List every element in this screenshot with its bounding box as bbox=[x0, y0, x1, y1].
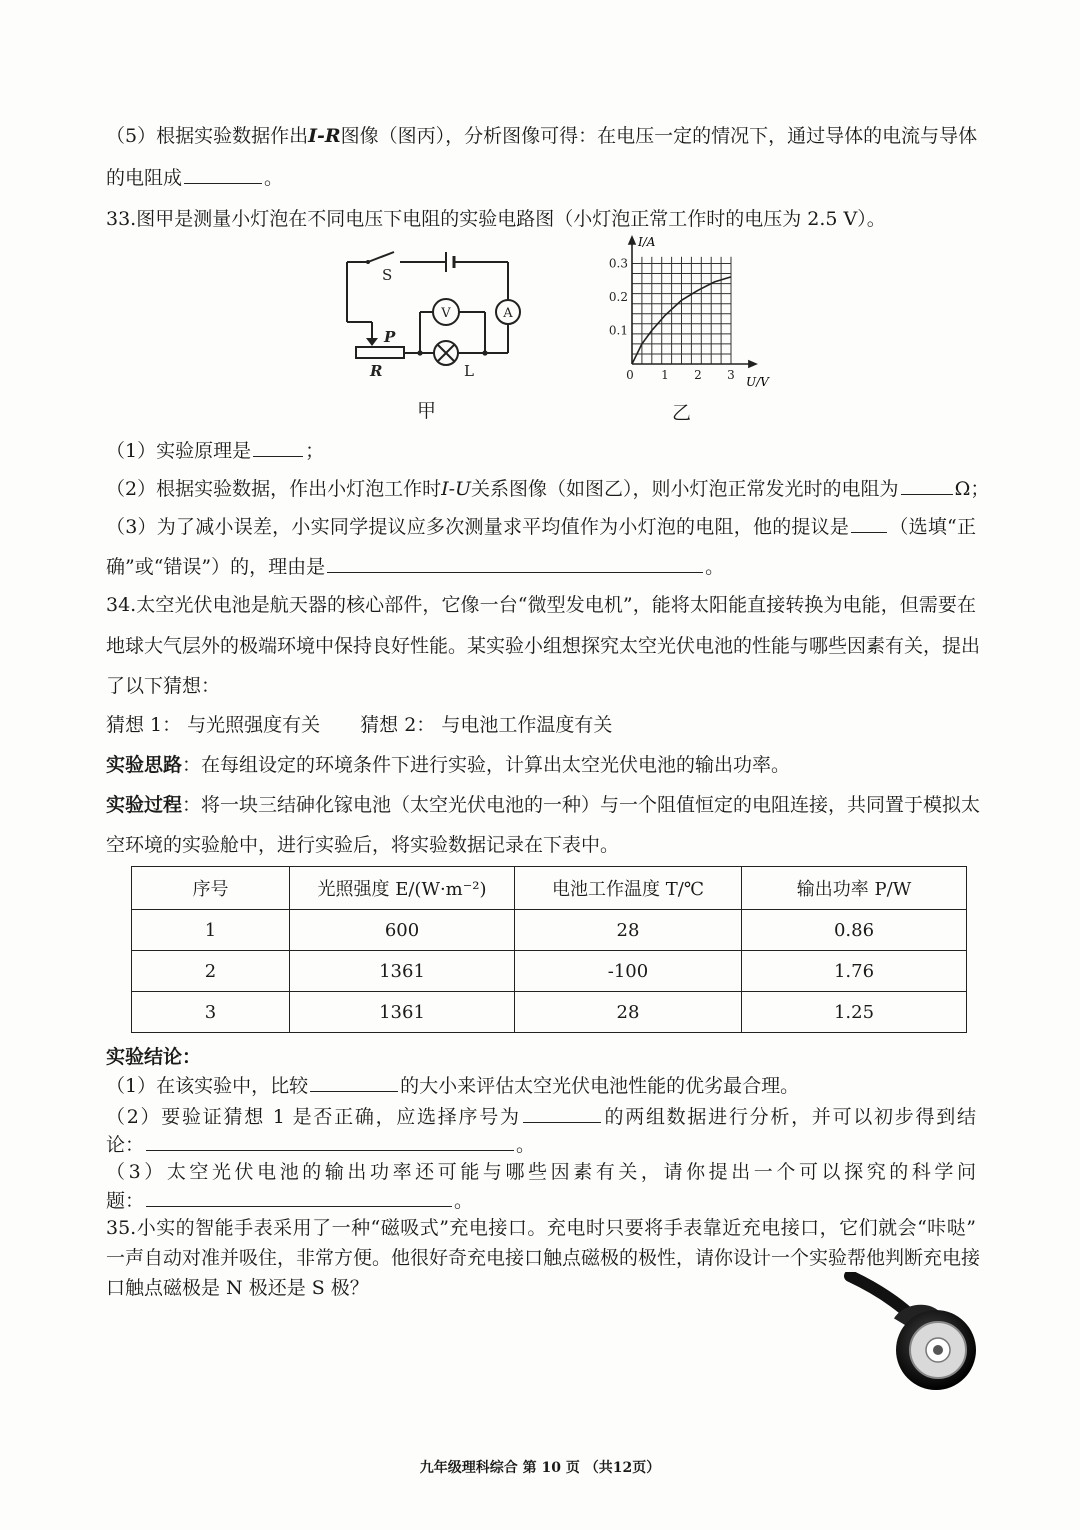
table-cell: -100 bbox=[515, 951, 742, 992]
q33-item2 bbox=[106, 474, 990, 503]
punct: Ω； bbox=[954, 478, 990, 500]
q32-item5-text-a: （5）根据实验数据作出 bbox=[106, 125, 309, 147]
graph-caption: 乙 bbox=[672, 402, 692, 424]
q32-ir-label: I-R bbox=[308, 125, 341, 147]
q33-item3-text-c: 确”或“错误”）的，理由是 bbox=[106, 556, 326, 578]
q35-line3: 口触点磁极是 N 极还是 S 极？ bbox=[106, 1277, 369, 1299]
circuit-diagram bbox=[330, 240, 540, 390]
magnetic-charger-photo bbox=[840, 1272, 980, 1402]
switch-label: S bbox=[382, 266, 393, 284]
table-cell: 1361 bbox=[290, 951, 515, 992]
q33-item1-text: （1）实验原理是 bbox=[106, 440, 252, 462]
answer-blank[interactable] bbox=[184, 163, 262, 184]
conclusion-3-line2 bbox=[106, 1186, 976, 1215]
x-axis-label: U/V bbox=[746, 375, 769, 389]
answer-blank[interactable] bbox=[851, 512, 887, 533]
q33-item2-text-b: 关系图像（如图乙），则小灯泡正常发光时的电阻为 bbox=[471, 478, 899, 500]
x-tick-label: 0 bbox=[626, 368, 634, 382]
guess-1: 猜想 1： 与光照强度有关 bbox=[106, 714, 321, 736]
table-cell: 1361 bbox=[290, 992, 515, 1033]
page-footer: 九年级理科综合 第 10 页 （共12页） bbox=[419, 1460, 661, 1476]
y-tick-label: 0.3 bbox=[608, 256, 628, 271]
table-row bbox=[132, 992, 967, 1033]
table-header-row bbox=[132, 867, 967, 910]
answer-blank[interactable] bbox=[901, 474, 953, 495]
slider-arrow bbox=[366, 338, 378, 346]
charger-contact bbox=[933, 1345, 943, 1355]
header-cell: 光照强度 E/(W·m⁻²) bbox=[290, 867, 515, 910]
q33-item3-text-b: （选填“正 bbox=[889, 516, 976, 538]
q32-item5-text-c: 的电阻成 bbox=[106, 167, 183, 189]
header-cell: 序号 bbox=[132, 867, 290, 910]
conclusion-2-line1 bbox=[106, 1102, 976, 1131]
q34-process-2: 空环境的实验舱中，进行实验后，将实验数据记录在下表中。 bbox=[106, 834, 620, 856]
conclusion-2-line2 bbox=[106, 1130, 976, 1159]
lamp-label: L bbox=[464, 362, 474, 380]
y-tick-label: 0.2 bbox=[608, 290, 628, 304]
punct: 。 bbox=[264, 167, 284, 189]
c1-text-b: 的大小来评估太空光伏电池性能的优劣最合理。 bbox=[400, 1075, 800, 1097]
x-axis-arrow bbox=[749, 361, 756, 367]
c2-text-c: 论： bbox=[106, 1134, 145, 1156]
table-cell: 600 bbox=[290, 910, 515, 951]
table-cell: 28 bbox=[515, 992, 742, 1033]
answer-blank[interactable] bbox=[253, 436, 303, 457]
x-tick-label: 2 bbox=[694, 368, 702, 382]
answer-blank[interactable] bbox=[146, 1130, 514, 1151]
ammeter-label: A bbox=[503, 306, 513, 321]
iu-graph bbox=[600, 232, 780, 392]
answer-blank[interactable] bbox=[146, 1186, 452, 1207]
circuit-caption: 甲 bbox=[417, 400, 437, 422]
conclusion-1 bbox=[106, 1071, 976, 1100]
table-cell: 3 bbox=[132, 992, 290, 1033]
idea-text: ：在每组设定的环境条件下进行实验，计算出太空光伏电池的输出功率。 bbox=[182, 754, 791, 776]
guess-2: 猜想 2： 与电池工作温度有关 bbox=[360, 714, 613, 736]
answer-blank[interactable] bbox=[327, 552, 703, 573]
table-cell: 1 bbox=[132, 910, 290, 951]
q33-item1 bbox=[106, 436, 976, 465]
q35-line1: 35.小实的智能手表采用了一种“磁吸式”充电接口。充电时只要将手表靠近充电接口，它们就会“咔哒” bbox=[106, 1217, 976, 1239]
q33-item3-line1 bbox=[106, 512, 976, 541]
table-cell: 1.25 bbox=[742, 992, 967, 1033]
c2-text-a: （2）要验证猜想 1 是否正确，应选择序号为 bbox=[106, 1106, 521, 1128]
q34-intro-1: 34.太空光伏电池是航天器的核心部件，它像一台“微型发电机”，能将太阳能直接转换为电能，但需要在 bbox=[106, 594, 976, 616]
q35-line2: 一声自动对准并吸住，非常方便。他很好奇充电接口触点磁极的极性，请你设计一个实验帮他判断充电接 bbox=[106, 1247, 981, 1269]
switch-blade bbox=[368, 252, 394, 262]
table-cell: 1.76 bbox=[742, 951, 967, 992]
c1-text-a: （1）在该实验中，比较 bbox=[106, 1075, 309, 1097]
q32-item5-text-b: 图像（图丙），分析图像可得：在电压一定的情况下，通过导体的电流与导体 bbox=[340, 125, 978, 147]
answer-blank[interactable] bbox=[523, 1102, 601, 1123]
header-cell: 输出功率 P/W bbox=[742, 867, 967, 910]
c2-text-b: 的两组数据进行分析，并可以初步得到结 bbox=[602, 1106, 976, 1128]
table-cell: 28 bbox=[515, 910, 742, 951]
x-tick-label: 3 bbox=[727, 368, 735, 382]
idea-label: 实验思路 bbox=[106, 754, 183, 776]
q32-item5-line2 bbox=[106, 163, 976, 192]
punct: 。 bbox=[516, 1134, 536, 1156]
process-text-1: ：将一块三结砷化镓电池（太空光伏电池的一种）与一个阻值恒定的电阻连接，共同置于模拟太 bbox=[182, 794, 981, 816]
table-cell: 2 bbox=[132, 951, 290, 992]
y-axis-label: I/A bbox=[638, 235, 656, 249]
conclusion-label bbox=[106, 1043, 976, 1071]
process-label: 实验过程 bbox=[106, 794, 183, 816]
q34-intro-3: 了以下猜想： bbox=[106, 675, 221, 697]
data-table bbox=[131, 866, 967, 1033]
c3-text-b: 题： bbox=[106, 1190, 145, 1212]
q34-guesses bbox=[106, 711, 976, 739]
table-row bbox=[132, 910, 967, 951]
q34-idea bbox=[106, 751, 976, 779]
x-tick-label: 1 bbox=[661, 368, 669, 382]
y-tick-label: 0.1 bbox=[608, 323, 628, 338]
rheostat-label: R bbox=[370, 362, 383, 380]
q34-intro-2: 地球大气层外的极端环境中保持良好性能。某实验小组想探究太空光伏电池的性能与哪些因素有关，提出 bbox=[106, 635, 981, 657]
answer-blank[interactable] bbox=[310, 1071, 398, 1092]
q33-iu-label: I-U bbox=[441, 478, 472, 500]
header-cell: 电池工作温度 T/℃ bbox=[515, 867, 742, 910]
q33-item3-text-a: （3）为了减小误差，小实同学提议应多次测量求平均值作为小灯泡的电阻，他的提议是 bbox=[106, 516, 850, 538]
voltmeter-label: V bbox=[441, 306, 451, 321]
q33-intro: 33.图甲是测量小灯泡在不同电压下电阻的实验电路图（小灯泡正常工作时的电压为 2.5 V）。 bbox=[106, 208, 886, 230]
q32-item5-line1 bbox=[106, 122, 976, 150]
conclusion-3-line1: （3）太空光伏电池的输出功率还可能与哪些因素有关，请你提出一个可以探究的科学问 bbox=[106, 1161, 976, 1183]
conclusion-label-text: 实验结论： bbox=[106, 1046, 202, 1068]
q33-item2-text-a: （2）根据实验数据，作出小灯泡工作时 bbox=[106, 478, 442, 500]
q33-item3-line2 bbox=[106, 552, 976, 581]
slider-label: P bbox=[384, 328, 396, 346]
q34-process-1 bbox=[106, 791, 981, 819]
punct: 。 bbox=[454, 1190, 474, 1212]
table-cell: 0.86 bbox=[742, 910, 967, 951]
punct: 。 bbox=[705, 556, 725, 578]
table-row bbox=[132, 951, 967, 992]
punct: ； bbox=[305, 440, 325, 462]
y-axis-arrow bbox=[629, 237, 635, 244]
